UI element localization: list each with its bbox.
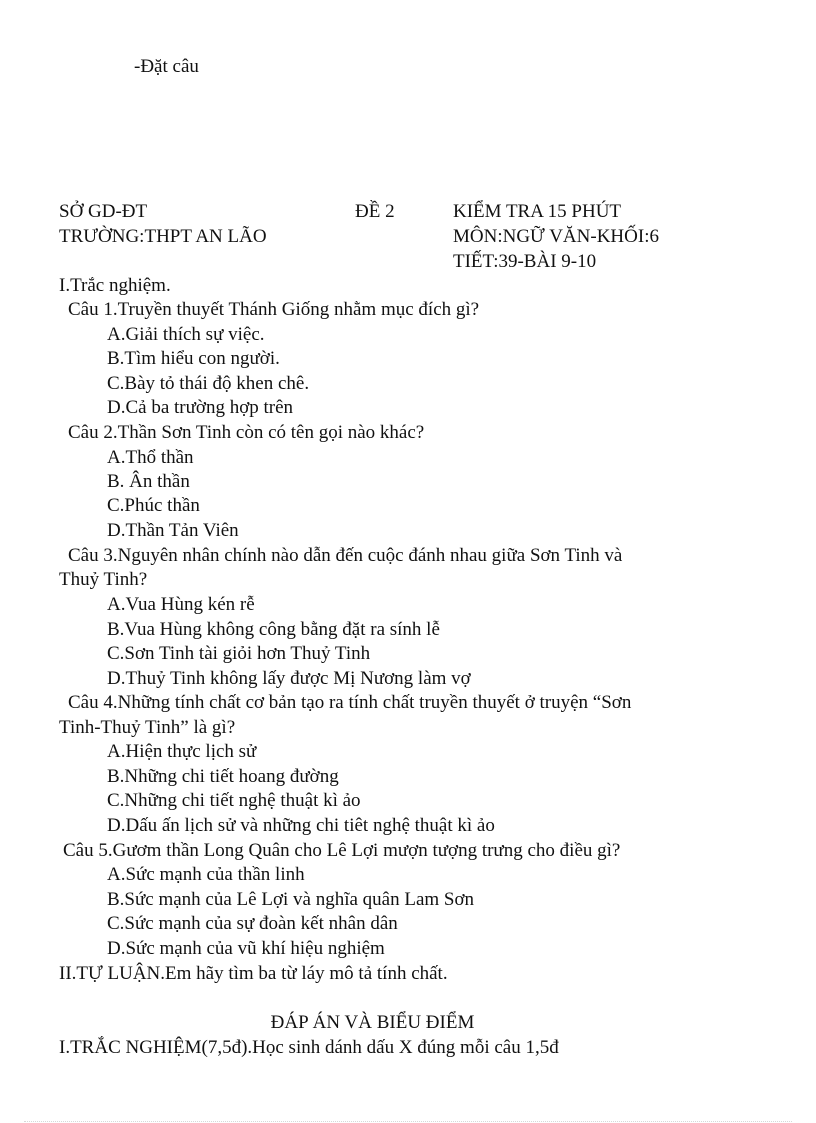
question-2-option-b: B. Ân thần (107, 471, 190, 492)
question-4-option-a: A.Hiện thực lịch sử (107, 741, 257, 762)
section2-essay: II.TỰ LUẬN.Em hãy tìm ba từ láy mô tả tính chất. (59, 963, 448, 984)
question-2-option-d: D.Thần Tản Viên (107, 520, 239, 541)
header-row-1 (59, 200, 759, 224)
answer-key-title: ĐÁP ÁN VÀ BIỂU ĐIỂM (270, 1012, 475, 1033)
question-4: Câu 4.Những tính chất cơ bản tạo ra tính chất truyền thuyết ở truyện “Sơn (68, 692, 632, 713)
section1-title: I.Trắc nghiệm. (59, 275, 171, 296)
question-4-option-d: D.Dấu ấn lịch sử và những chi tiêt nghệ thuật kì ảo (107, 815, 495, 836)
question-2: Câu 2.Thần Sơn Tinh còn có tên gọi nào khác? (68, 422, 425, 443)
question-1-option-b: B.Tìm hiểu con người. (107, 348, 280, 369)
question-5-option-c: C.Sức mạnh của sự đoàn kết nhân dân (107, 913, 398, 934)
question-5-option-b: B.Sức mạnh của Lê Lợi và nghĩa quân Lam Sơn (107, 889, 475, 910)
header-row-2 (59, 225, 759, 249)
question-1: Câu 1.Truyền thuyết Thánh Giống nhằm mục đích gì? (68, 299, 480, 320)
question-1-option-c: C.Bày tỏ thái độ khen chê. (107, 373, 310, 394)
question-3-option-d: D.Thuỷ Tinh không lấy được Mị Nương làm vợ (107, 668, 471, 689)
question-5-option-d: D.Sức mạnh của vũ khí hiệu nghiệm (107, 938, 385, 959)
header-dept: SỞ GD-ĐT (59, 201, 148, 222)
page-bottom-divider (24, 1121, 792, 1122)
question-3: Câu 3.Nguyên nhân chính nào dẫn đến cuộc đánh nhau giữa Sơn Tinh và (68, 545, 623, 566)
question-2-option-c: C.Phúc thần (107, 495, 200, 516)
question-1-option-a: A.Giải thích sự việc. (107, 324, 265, 345)
question-5: Câu 5.Gươm thần Long Quân cho Lê Lợi mượn tượng trưng cho điều gì? (63, 840, 621, 861)
question-4-continued: Tinh-Thuỷ Tinh” là gì? (59, 717, 236, 738)
header-exam-code: ĐỀ 2 (355, 201, 395, 222)
header-lesson: TIẾT:39-BÀI 9-10 (453, 251, 597, 272)
question-1-option-d: D.Cả ba trường hợp trên (107, 397, 294, 418)
question-3-option-c: C.Sơn Tinh tài giỏi hơn Thuỷ Tinh (107, 643, 371, 664)
question-2-option-a: A.Thổ thần (107, 447, 194, 468)
header-exam-title: KIỂM TRA 15 PHÚT (453, 201, 622, 222)
question-4-option-b: B.Những chi tiết hoang đường (107, 766, 339, 787)
header-row-3 (59, 250, 759, 274)
header-school: TRƯỜNG:THPT AN LÃO (59, 226, 267, 247)
question-3-continued: Thuỷ Tinh? (59, 569, 148, 590)
question-3-option-b: B.Vua Hùng không công bằng đặt ra sính lễ (107, 619, 440, 640)
answer-key-line: I.TRẮC NGHIỆM(7,5đ).Học sinh dánh dấu X đúng mỗi câu 1,5đ (59, 1037, 559, 1058)
header-subject: MÔN:NGỮ VĂN-KHỐI:6 (453, 226, 659, 247)
top-note: -Đặt câu (134, 56, 199, 77)
question-4-option-c: C.Những chi tiết nghệ thuật kì ảo (107, 790, 361, 811)
question-3-option-a: A.Vua Hùng kén rễ (107, 594, 255, 615)
question-5-option-a: A.Sức mạnh của thần linh (107, 864, 305, 885)
